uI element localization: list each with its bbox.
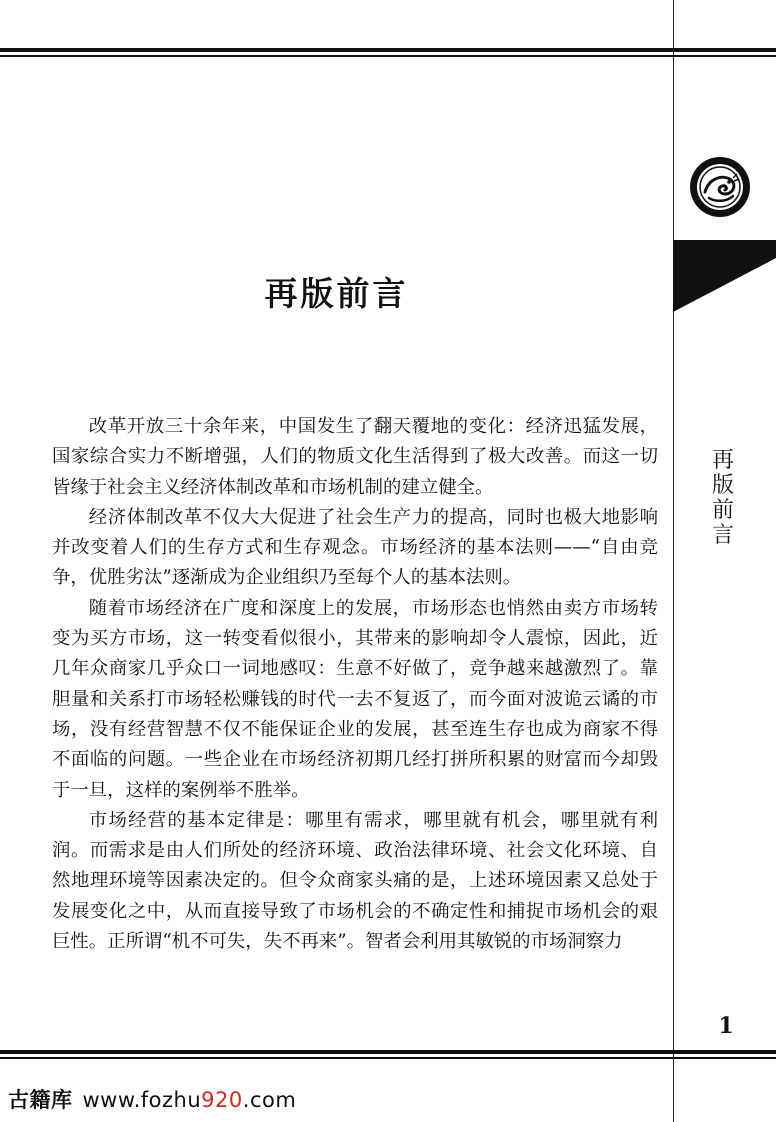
page-title: 再版前言 (264, 274, 409, 313)
page-number: 1 (718, 1013, 734, 1039)
site-watermark (8, 1084, 296, 1114)
body-text (52, 412, 658, 957)
watermark-domain-accent: 920 (201, 1088, 243, 1112)
watermark-cn: 古籍库 (8, 1088, 73, 1112)
side-title-char: 前 (711, 498, 734, 523)
side-title-char: 版 (711, 473, 734, 498)
paragraph: 经济体制改革不仅大大促进了社会生产力的提高，同时也极大地影响并改变着人们的生存方式和生存观念。市场经济的基本法则——“自由竞争，优胜劣汰”逐渐成为企业组织乃至每个人的基本法则。 (52, 506, 658, 589)
top-rule-thin (0, 55, 776, 57)
side-title-char: 言 (711, 523, 734, 548)
chapter-tab-wedge (673, 240, 776, 315)
dragon-emblem-icon (689, 156, 751, 218)
side-title-char: 再 (711, 448, 734, 473)
watermark-domain-suffix: .com (242, 1088, 297, 1112)
paragraph: 改革开放三十余年来，中国发生了翻天覆地的变化：经济迅猛发展，国家综合实力不断增强，人们的物质文化生活得到了极大改善。而这一切皆缘于社会主义经济体制改革和市场机制的建立健全。 (52, 416, 658, 498)
bottom-rule-thin (0, 1057, 776, 1059)
margin-divider (673, 0, 674, 1122)
bottom-rule-thick (0, 1050, 776, 1054)
paragraph: 市场经营的基本定律是：哪里有需求，哪里就有机会，哪里就有利润。而需求是由人们所处的经济环境、政治法律环境、社会文化环境、自然地理环境等因素决定的。但令众商家头痛的是，上述环境因素又总处于发展变化之中，从而直接导致了市场机会的不确定性和捕捉市场机会的艰巨性。正所谓“机不可失，失不再来”。智者会利用其敏锐的市场洞察力 (52, 809, 658, 953)
watermark-domain-prefix: www.fozhu (82, 1088, 202, 1112)
paragraph: 随着市场经济在广度和深度上的发展，市场形态也悄然由卖方市场转变为买方市场，这一转变看似很小，其带来的影响却令人震惊，因此，近几年众商家几乎众口一词地感叹：生意不好做了，竞争越来越激烈了。靠胆量和关系打市场轻松赚钱的时代一去不复返了，而今面对波诡云谲的市场，没有经营智慧不仅不能保证企业的发展，甚至连生存也成为商家不得不面临的问题。一些企业在市场经济初期几经打拼所积累的财富而今却毁于一旦，这样的案例举不胜举。 (52, 597, 658, 801)
running-side-title (708, 448, 738, 548)
top-rule-thick (0, 48, 776, 52)
